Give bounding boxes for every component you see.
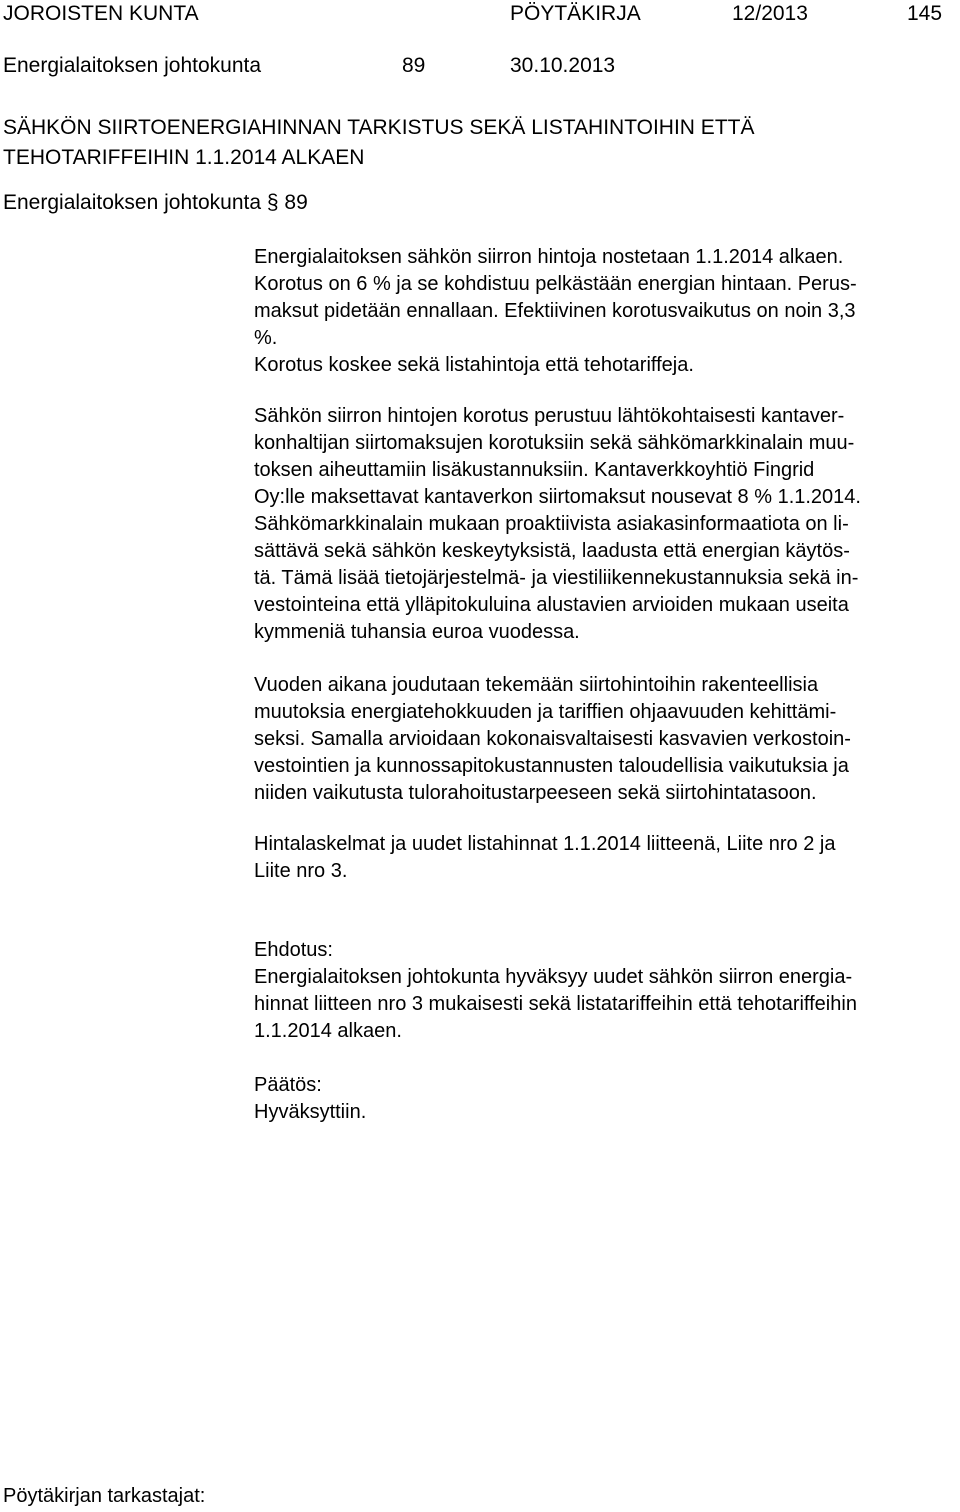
text-line: tä. Tämä lisää tietojärjestelmä- ja viestiliikennekustannuksia sekä in-	[254, 567, 859, 589]
title-line: SÄHKÖN SIIRTOENERGIAHINNAN TARKISTUS SEKÄ LISTAHINTOIHIN ETTÄ	[3, 116, 755, 139]
text-line: Energialaitoksen sähkön siirron hintoja nostetaan 1.1.2014 alkaen.	[254, 246, 844, 268]
decision-text: Hyväksyttiin.	[254, 1101, 367, 1123]
text-line: Sähkön siirron hintojen korotus perustuu lähtökohtaisesti kantaver-	[254, 405, 845, 427]
text-line: toksen aiheuttamiin lisäkustannuksiin. Kantaverkkoyhtiö Fingrid	[254, 459, 815, 481]
decision-label: Päätös:	[254, 1074, 322, 1096]
text-line: Liite nro 3.	[254, 860, 348, 882]
text-line: konhaltijan siirtomaksujen korotuksiin sekä sähkömarkkinalain muu-	[254, 432, 855, 454]
text-line: muutoksia energiatehokkuuden ja tariffien ohjaavuuden kehittämi-	[254, 701, 837, 723]
text-line: Korotus on 6 % ja se kohdistuu pelkästään energian hintaan. Perus-	[254, 273, 857, 295]
proposal-label: Ehdotus:	[254, 939, 333, 961]
meeting-date: 30.10.2013	[510, 54, 616, 77]
document-title	[3, 113, 754, 173]
section-body-name: Energialaitoksen johtokunta	[3, 191, 262, 214]
document-number: 12/2013	[732, 2, 808, 25]
text-line: hinnat liitteen nro 3 mukaisesti sekä listatariffeihin että tehotariffeihin	[254, 993, 857, 1015]
text-line: Oy:lle maksettavat kantaverkon siirtomaksut nousevat 8 % 1.1.2014.	[254, 486, 861, 508]
text-line: maksut pidetään ennallaan. Efektiivinen korotusvaikutus on noin 3,3	[254, 300, 856, 322]
text-line: Vuoden aikana joudutaan tekemään siirtohintoihin rakenteellisia	[254, 674, 819, 696]
section-heading	[3, 191, 308, 215]
decision-section	[254, 1072, 960, 1126]
text-line: seksi. Samalla arvioidaan kokonaisvaltaisesti kasvavien verkostoin-	[254, 728, 851, 750]
text-line: %.	[254, 327, 278, 349]
section-number: 89	[402, 54, 426, 77]
text-line: Energialaitoksen johtokunta hyväksyy uudet sähkön siirron energia-	[254, 966, 853, 988]
text-line: Hintalaskelmat ja uudet listahinnat 1.1.2014 liitteenä, Liite nro 2 ja	[254, 833, 836, 855]
body-name: Energialaitoksen johtokunta	[3, 54, 262, 77]
text-line: sättävä sekä sähkön keskeytyksistä, laadusta että energian käytös-	[254, 540, 850, 562]
municipality-name: JOROISTEN KUNTA	[3, 2, 199, 25]
text-line: 1.1.2014 alkaen.	[254, 1020, 402, 1042]
text-line: niiden vaikutusta tulorahoitustarpeeseen sekä siirtohintatasoon.	[254, 782, 817, 804]
text-line: vestointeina että ylläpitokuluina alustavien arvioiden mukaan useita	[254, 594, 849, 616]
text-line: Sähkömarkkinalain mukaan proaktiivista asiakasinformaatiota on li-	[254, 513, 849, 535]
page-number: 145	[907, 2, 943, 25]
document-type: PÖYTÄKIRJA	[510, 2, 641, 25]
paragraph-grounds	[254, 403, 960, 646]
title-line: TEHOTARIFFEIHIN 1.1.2014 ALKAEN	[3, 146, 365, 169]
proposal-section	[254, 937, 960, 1045]
text-line: vestointien ja kunnossapitokustannusten taloudellisia vaikutuksia ja	[254, 755, 849, 777]
text-line: kymmeniä tuhansia euroa vuodessa.	[254, 621, 580, 643]
paragraph-structural-changes	[254, 672, 960, 807]
section-number-label: 89	[284, 191, 308, 214]
text-line: Korotus koskee sekä listahintoja että tehotariffeja.	[254, 354, 694, 376]
section-mark: §	[266, 191, 279, 214]
footer-reviewers-label: Pöytäkirjan tarkastajat:	[3, 1485, 206, 1507]
paragraph-price-increase	[254, 244, 960, 379]
paragraph-attachments	[254, 831, 960, 885]
